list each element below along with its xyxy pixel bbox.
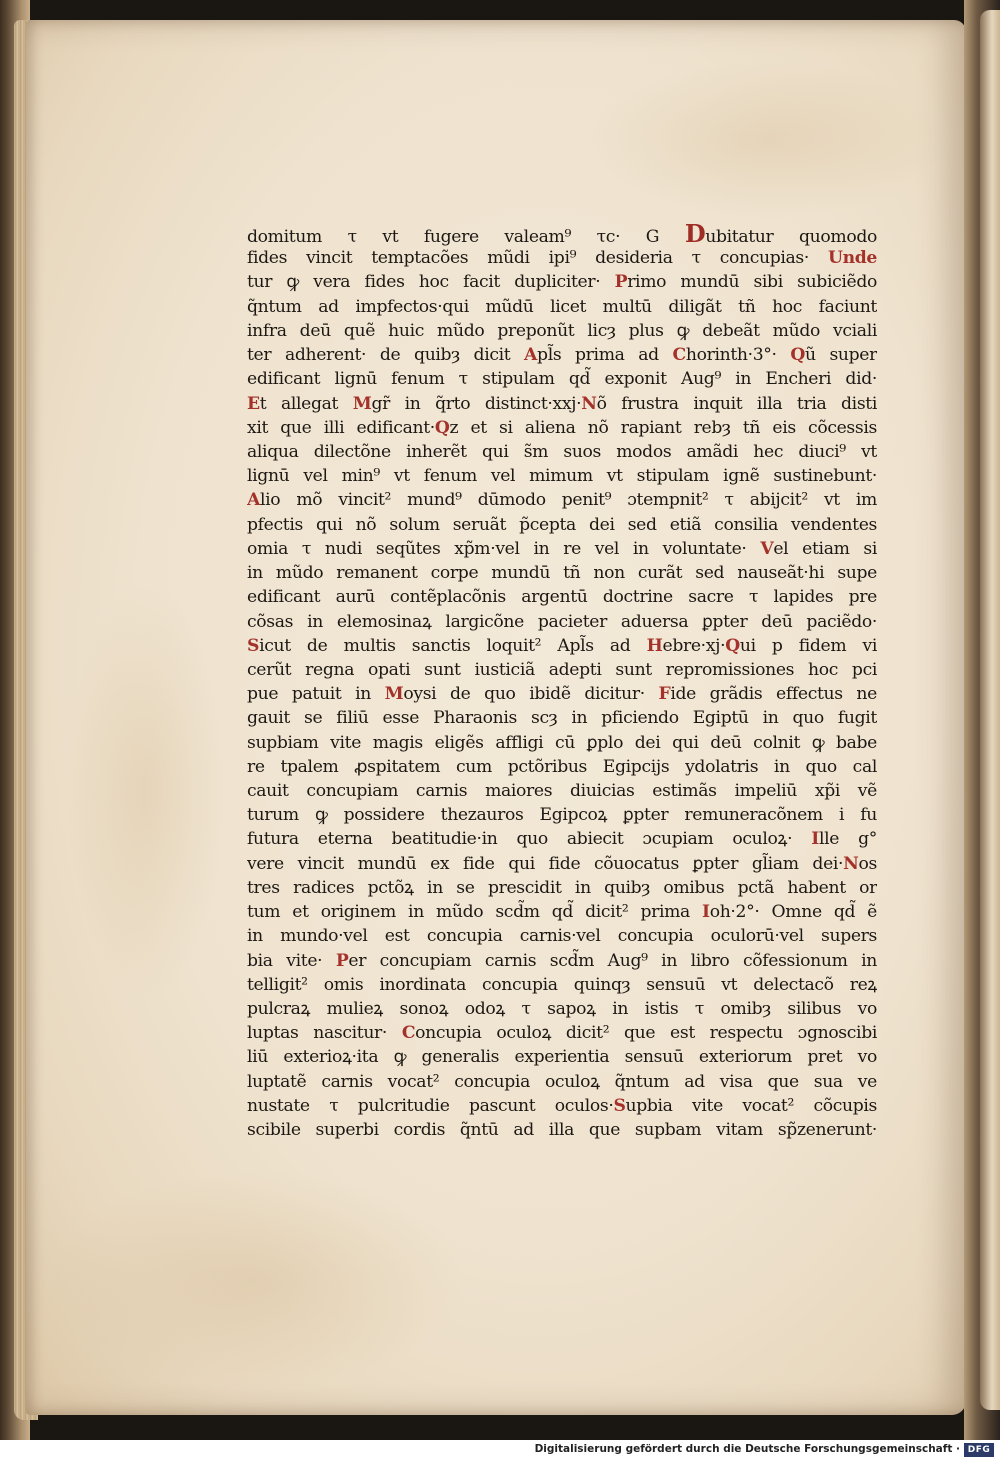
funding-credit: Digitalisierung gefördert durch die Deutsche Forschungsgemeinschaft · [534,1443,960,1455]
text-line [247,827,877,851]
text-line [247,1021,877,1045]
text-run: edificant lignū fenum τ stipulam qd̃ exponit Aug⁹ in Encheri did· [247,369,877,390]
text-line [247,464,877,488]
rubricated-letter: E [247,393,260,414]
rubricated-letter: A [247,490,260,511]
text-run: luptatẽ carnis vocat² concupia oculoꝝ q̃ntum ad visa que sua ve [247,1071,877,1092]
text-run: ter adherent· de quibȝ dicit [247,345,525,366]
text-line [247,440,877,464]
text-line [247,731,877,755]
text-line [247,973,877,997]
rubricated-letter: P [614,272,628,293]
text-run: lle g° [818,829,877,850]
text-run: in mundo·vel est concupia carnis·vel concupia oculorū·vel supers [247,926,877,947]
text-run: rimo mundū sibi subiciẽdo [627,272,877,293]
text-run: õ frustra inquit illa tria disti [596,393,877,414]
rubricated-letter: S [613,1095,626,1116]
rubricated-letter: N [581,393,597,414]
text-line [247,270,877,294]
text-run: turum ꝙ possidere thezauros Egipcoꝝ ꝑpter remuneracõnem i fu [247,805,877,826]
text-run: ui p fidem vi [739,635,877,656]
text-run: upbia vite vocat² cõcupis [625,1095,877,1116]
text-run: nustate τ pulcritudie pascunt oculos· [247,1095,614,1116]
text-run: telligit² omis inordinata concupia quinqȝ sensuū vt delectacõ reꝝ [247,974,877,995]
dfg-logo: DFG [964,1443,994,1457]
text-run: ide grãdis effectus ne [670,684,877,705]
rubricated-letter: M [352,393,372,414]
text-run: vere vincit mundū ex fide qui fide cõuocatus ꝑpter gl̃iam dei· [247,853,844,874]
text-run: tur ꝙ vera fides hoc facit dupliciter· [247,272,615,293]
rubricated-letter: Q [434,417,450,438]
rubricated-letter: C [401,1023,416,1044]
text-line [247,246,877,270]
text-run: cerũt regna opati sunt iusticiã adepti sunt repromissiones hoc pci [247,659,877,680]
text-run: oncupia oculoꝝ dicit² que est respectu ɔgnoscibi [415,1023,877,1044]
text-run: supbiam vite magis eligẽs affligi cū ꝑplo dei qui deū colnit ꝙ babe [247,732,877,753]
text-line [247,585,877,609]
text-line [247,997,877,1021]
paper-stain [46,1170,466,1390]
text-run: scibile superbi cordis q̃ntū ad illa que supbam vitam sp̃zenerunt· [247,1120,877,1141]
text-line [247,1070,877,1094]
text-run: cõsas in elemosinaꝝ largicõne pacieter aduersa ꝑpter deū paciẽdo· [247,611,877,632]
text-run: oh·2°· Omne qd̃ ẽ [709,902,877,923]
text-run: luptas nascitur· [247,1023,402,1044]
text-run: tres radices pctõꝝ in se prescidit in quibȝ omibus pctã habent or [247,877,877,898]
next-page-edge [980,10,1000,1410]
text-run: pue patuit in [247,684,385,705]
text-line [247,876,877,900]
text-line [247,295,877,319]
text-run: domitum τ vt fugere valeam⁹ τc· G [247,227,685,247]
rubricated-letter: Q [725,635,740,656]
rubricated-letter: I [702,902,710,923]
text-line [247,610,877,634]
rubricated-letter: S [247,635,260,656]
rubricated-letter: Unde [827,248,877,269]
text-run: t allegat [259,393,353,414]
text-run: z et si aliena nõ rapiant rebȝ tñ eis cõcessis [449,417,877,438]
text-run: liū exterioꝝ·ita ꝙ generalis experientia sensuū exteriorum pret vo [247,1047,877,1068]
text-line [247,924,877,948]
text-run: os [858,853,877,874]
text-line [247,1118,877,1142]
text-line [247,222,877,246]
text-line [247,537,877,561]
text-line [247,706,877,730]
text-line [247,658,877,682]
text-run: xit que illi edificant· [247,417,435,438]
text-line [247,488,877,512]
paper-stain [66,580,226,1000]
rubricated-letter: V [760,538,774,559]
incunabula-text-block [247,222,877,1142]
text-run: horinth·3°· [685,345,791,366]
text-line [247,755,877,779]
text-run: el etiam si [773,538,877,559]
text-run: gauit se filiū esse Pharaonis scȝ in pficiendo Egiptū in quo fugit [247,708,877,729]
text-run: ubitatur quomodo [705,227,877,247]
text-run: in mũdo remanent corpe mundū tñ non curãt sed nauseãt·hi supe [247,563,877,584]
text-run: lio mõ vincit² mund⁹ dūmodo penit⁹ ɔtempnit² τ abijcit² vt im [260,490,877,511]
text-run: ebre·xj· [662,635,726,656]
text-line [247,416,877,440]
text-run: ũ super [805,345,877,366]
text-run: icut de multis sanctis loquit² Apl̃s ad [259,635,647,656]
text-run: futura eterna beatitudie·in quo abiecit ɔcupiam oculoꝝ· [247,829,812,850]
text-line [247,343,877,367]
text-line [247,1094,877,1118]
text-run: pulcraꝝ mulieꝝ sonoꝝ odoꝝ τ sapoꝝ in istis τ omibȝ silibus vo [247,999,877,1019]
text-line [247,367,877,391]
text-run: fides vincit temptacões mũdi ipi⁹ desideria τ concupias· [247,248,828,269]
text-run: er concupiam carnis scd̃m Aug⁹ in libro cõfessionum in [348,950,877,971]
text-line [247,513,877,537]
text-run: tum et originem in mũdo scd̃m qd̃ dicit² prima [247,902,703,923]
text-run: gr̃ in q̃rto distinct·xxj· [371,393,582,414]
text-run: pfectis qui nõ solum seruãt p̃cepta dei sed etiã consilia vendentes [247,514,877,535]
rubricated-letter: I [811,829,819,850]
rubricated-letter: N [843,853,859,874]
text-run: infra deū quẽ huic mũdo preponũt licȝ plus ꝙ debeãt mũdo vciali [247,320,877,341]
footer-bar [0,1440,1000,1460]
text-run: re tpalem ꝓspitatem cum pctõribus Egipcijs ydolatris in quo cal [247,756,877,777]
text-run: pl̃s prima ad [537,345,673,366]
text-run: lignū vel min⁹ vt fenum vel mimum vt stipulam ignẽ sustinebunt· [247,466,877,487]
text-run: oysi de quo ibidẽ dicitur· [403,684,659,705]
text-run: omia τ nudi seqũtes xp̃m·vel in re vel in voluntate· [247,538,761,559]
paper-stain [586,60,946,220]
text-run: edificant aurū contẽplacõnis argentū doctrine sacre τ lapides pre [247,587,877,608]
rubricated-letter: Q [790,345,806,366]
text-run: bia vite· [247,950,336,971]
rubricated-letter: P [335,950,349,971]
rubricated-letter: H [646,635,663,656]
rubricated-letter: A [524,345,538,366]
text-line [247,682,877,706]
text-line [247,561,877,585]
text-line [247,779,877,803]
text-run: aliqua dilectõne inherẽt qui s̃m suos modos amãdi hec diuci⁹ vt [247,441,877,462]
text-run: q̃ntum ad impfectos·qui mũdū licet multū diligãt tñ hoc faciunt [247,296,877,317]
rubricated-initial: D [684,222,706,247]
rubricated-letter: F [658,684,671,705]
text-line [247,900,877,924]
rubricated-letter: M [384,684,404,705]
text-run: cauit concupiam carnis maiores diuicias estimãs impeliū xp̃i vẽ [247,781,877,802]
text-line [247,319,877,343]
rubricated-letter: C [672,345,686,366]
text-line [247,634,877,658]
text-line [247,803,877,827]
text-line [247,949,877,973]
text-line [247,852,877,876]
text-line [247,1045,877,1069]
text-line [247,392,877,416]
